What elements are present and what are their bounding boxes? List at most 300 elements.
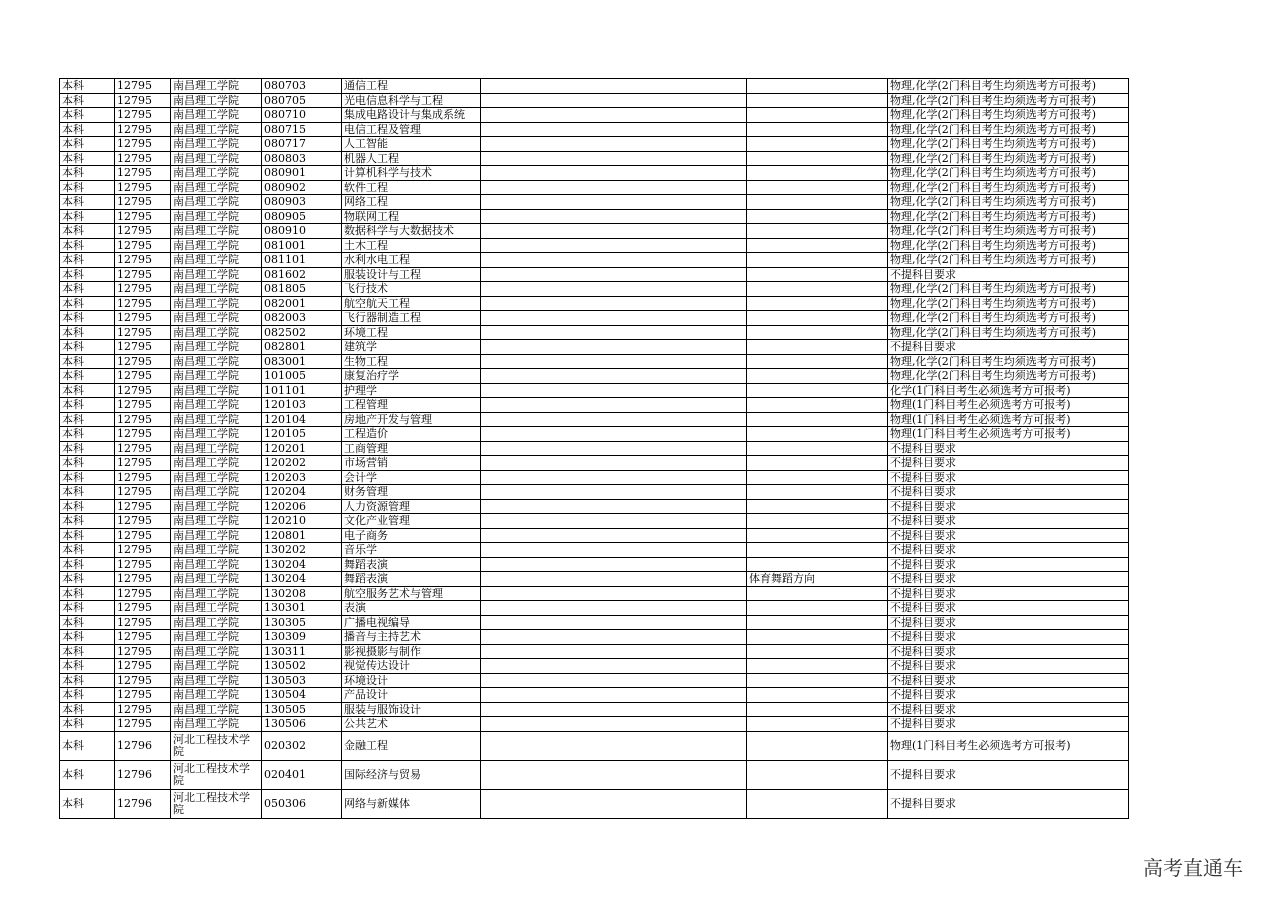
major-code-cell: 080705 <box>262 93 342 108</box>
institution-name-cell: 南昌理工学院 <box>171 485 262 500</box>
note-cell <box>481 296 747 311</box>
table-row <box>60 514 1129 529</box>
major-name-cell: 机器人工程 <box>342 151 481 166</box>
institution-name-cell: 南昌理工学院 <box>171 398 262 413</box>
major-name-cell: 电子商务 <box>342 528 481 543</box>
major-name-cell: 房地产开发与管理 <box>342 412 481 427</box>
major-name-cell: 人力资源管理 <box>342 499 481 514</box>
admission-requirements-table <box>59 78 1129 819</box>
table-row <box>60 224 1129 239</box>
direction-cell <box>747 644 888 659</box>
major-code-cell: 080910 <box>262 224 342 239</box>
table-row <box>60 717 1129 732</box>
table-body <box>60 79 1129 819</box>
level-cell: 本科 <box>60 673 115 688</box>
table-row <box>60 398 1129 413</box>
table-row <box>60 702 1129 717</box>
subject-requirement-cell: 物理,化学(2门科目考生均须选考方可报考) <box>888 166 1129 181</box>
institution-name-cell: 南昌理工学院 <box>171 688 262 703</box>
institution-code-cell: 12795 <box>115 166 171 181</box>
institution-name-cell: 河北工程技术学院 <box>171 789 262 818</box>
major-code-cell: 120103 <box>262 398 342 413</box>
table-row <box>60 601 1129 616</box>
institution-name-cell: 南昌理工学院 <box>171 499 262 514</box>
direction-cell <box>747 456 888 471</box>
subject-requirement-cell: 不提科目要求 <box>888 499 1129 514</box>
major-name-cell: 服装设计与工程 <box>342 267 481 282</box>
subject-requirement-cell: 物理,化学(2门科目考生均须选考方可报考) <box>888 195 1129 210</box>
table-row <box>60 586 1129 601</box>
direction-cell <box>747 224 888 239</box>
institution-name-cell: 南昌理工学院 <box>171 630 262 645</box>
direction-cell <box>747 688 888 703</box>
major-code-cell: 080717 <box>262 137 342 152</box>
level-cell: 本科 <box>60 572 115 587</box>
note-cell <box>481 514 747 529</box>
note-cell <box>481 586 747 601</box>
institution-code-cell: 12795 <box>115 369 171 384</box>
direction-cell <box>747 398 888 413</box>
subject-requirement-cell: 不提科目要求 <box>888 456 1129 471</box>
note-cell <box>481 398 747 413</box>
institution-code-cell: 12796 <box>115 789 171 818</box>
level-cell: 本科 <box>60 267 115 282</box>
major-code-cell: 120201 <box>262 441 342 456</box>
note-cell <box>481 760 747 789</box>
subject-requirement-cell: 不提科目要求 <box>888 340 1129 355</box>
institution-name-cell: 南昌理工学院 <box>171 659 262 674</box>
table-row <box>60 731 1129 760</box>
direction-cell <box>747 673 888 688</box>
institution-name-cell: 南昌理工学院 <box>171 267 262 282</box>
major-code-cell: 080703 <box>262 79 342 94</box>
institution-name-cell: 南昌理工学院 <box>171 325 262 340</box>
major-name-cell: 服装与服饰设计 <box>342 702 481 717</box>
table-row <box>60 195 1129 210</box>
major-code-cell: 080715 <box>262 122 342 137</box>
institution-name-cell: 南昌理工学院 <box>171 615 262 630</box>
subject-requirement-cell: 物理,化学(2门科目考生均须选考方可报考) <box>888 238 1129 253</box>
direction-cell <box>747 412 888 427</box>
direction-cell <box>747 630 888 645</box>
institution-code-cell: 12795 <box>115 180 171 195</box>
subject-requirement-cell: 物理,化学(2门科目考生均须选考方可报考) <box>888 209 1129 224</box>
major-code-cell: 130504 <box>262 688 342 703</box>
major-code-cell: 020401 <box>262 760 342 789</box>
major-name-cell: 会计学 <box>342 470 481 485</box>
institution-name-cell: 南昌理工学院 <box>171 180 262 195</box>
major-name-cell: 影视摄影与制作 <box>342 644 481 659</box>
note-cell <box>481 253 747 268</box>
major-code-cell: 130309 <box>262 630 342 645</box>
institution-name-cell: 南昌理工学院 <box>171 369 262 384</box>
direction-cell <box>747 267 888 282</box>
table-row <box>60 572 1129 587</box>
institution-code-cell: 12795 <box>115 673 171 688</box>
institution-code-cell: 12795 <box>115 354 171 369</box>
table-row <box>60 180 1129 195</box>
note-cell <box>481 325 747 340</box>
direction-cell <box>747 731 888 760</box>
direction-cell <box>747 311 888 326</box>
subject-requirement-cell: 不提科目要求 <box>888 673 1129 688</box>
note-cell <box>481 630 747 645</box>
note-cell <box>481 601 747 616</box>
major-code-cell: 130208 <box>262 586 342 601</box>
major-name-cell: 通信工程 <box>342 79 481 94</box>
direction-cell <box>747 238 888 253</box>
subject-requirement-cell: 不提科目要求 <box>888 717 1129 732</box>
major-code-cell: 020302 <box>262 731 342 760</box>
note-cell <box>481 151 747 166</box>
table-row <box>60 93 1129 108</box>
institution-name-cell: 南昌理工学院 <box>171 673 262 688</box>
major-name-cell: 康复治疗学 <box>342 369 481 384</box>
major-code-cell: 101101 <box>262 383 342 398</box>
note-cell <box>481 238 747 253</box>
direction-cell <box>747 282 888 297</box>
direction-cell <box>747 470 888 485</box>
major-code-cell: 082801 <box>262 340 342 355</box>
institution-code-cell: 12795 <box>115 253 171 268</box>
level-cell: 本科 <box>60 180 115 195</box>
subject-requirement-cell: 物理,化学(2门科目考生均须选考方可报考) <box>888 180 1129 195</box>
institution-name-cell: 南昌理工学院 <box>171 456 262 471</box>
institution-code-cell: 12795 <box>115 340 171 355</box>
direction-cell <box>747 180 888 195</box>
table-row <box>60 238 1129 253</box>
institution-code-cell: 12795 <box>115 514 171 529</box>
major-name-cell: 舞蹈表演 <box>342 557 481 572</box>
major-code-cell: 130204 <box>262 572 342 587</box>
institution-name-cell: 南昌理工学院 <box>171 528 262 543</box>
direction-cell <box>747 760 888 789</box>
institution-code-cell: 12795 <box>115 383 171 398</box>
level-cell: 本科 <box>60 470 115 485</box>
major-name-cell: 工程造价 <box>342 427 481 442</box>
note-cell <box>481 557 747 572</box>
major-code-cell: 120210 <box>262 514 342 529</box>
major-name-cell: 光电信息科学与工程 <box>342 93 481 108</box>
institution-code-cell: 12795 <box>115 325 171 340</box>
level-cell: 本科 <box>60 630 115 645</box>
institution-name-cell: 南昌理工学院 <box>171 543 262 558</box>
institution-name-cell: 南昌理工学院 <box>171 572 262 587</box>
major-name-cell: 网络工程 <box>342 195 481 210</box>
subject-requirement-cell: 不提科目要求 <box>888 659 1129 674</box>
institution-code-cell: 12795 <box>115 557 171 572</box>
major-code-cell: 081101 <box>262 253 342 268</box>
institution-code-cell: 12795 <box>115 601 171 616</box>
note-cell <box>481 441 747 456</box>
institution-code-cell: 12795 <box>115 296 171 311</box>
table-row <box>60 644 1129 659</box>
major-name-cell: 土木工程 <box>342 238 481 253</box>
major-name-cell: 集成电路设计与集成系统 <box>342 108 481 123</box>
institution-code-cell: 12795 <box>115 470 171 485</box>
table-row <box>60 441 1129 456</box>
note-cell <box>481 180 747 195</box>
note-cell <box>481 615 747 630</box>
subject-requirement-cell: 物理(1门科目考生必须选考方可报考) <box>888 412 1129 427</box>
institution-code-cell: 12795 <box>115 224 171 239</box>
note-cell <box>481 267 747 282</box>
major-code-cell: 080710 <box>262 108 342 123</box>
level-cell: 本科 <box>60 441 115 456</box>
table-row <box>60 456 1129 471</box>
level-cell: 本科 <box>60 151 115 166</box>
institution-code-cell: 12795 <box>115 441 171 456</box>
institution-code-cell: 12795 <box>115 195 171 210</box>
institution-name-cell: 南昌理工学院 <box>171 470 262 485</box>
direction-cell <box>747 369 888 384</box>
major-code-cell: 130311 <box>262 644 342 659</box>
subject-requirement-cell: 不提科目要求 <box>888 688 1129 703</box>
subject-requirement-cell: 物理,化学(2门科目考生均须选考方可报考) <box>888 253 1129 268</box>
level-cell: 本科 <box>60 122 115 137</box>
major-name-cell: 市场营销 <box>342 456 481 471</box>
institution-name-cell: 南昌理工学院 <box>171 441 262 456</box>
major-name-cell: 视觉传达设计 <box>342 659 481 674</box>
direction-cell <box>747 354 888 369</box>
major-name-cell: 公共艺术 <box>342 717 481 732</box>
direction-cell <box>747 514 888 529</box>
subject-requirement-cell: 物理,化学(2门科目考生均须选考方可报考) <box>888 369 1129 384</box>
institution-name-cell: 南昌理工学院 <box>171 586 262 601</box>
note-cell <box>481 644 747 659</box>
major-code-cell: 082502 <box>262 325 342 340</box>
subject-requirement-cell: 物理,化学(2门科目考生均须选考方可报考) <box>888 224 1129 239</box>
subject-requirement-cell: 物理,化学(2门科目考生均须选考方可报考) <box>888 354 1129 369</box>
institution-name-cell: 南昌理工学院 <box>171 601 262 616</box>
level-cell: 本科 <box>60 166 115 181</box>
major-name-cell: 电信工程及管理 <box>342 122 481 137</box>
major-code-cell: 101005 <box>262 369 342 384</box>
major-name-cell: 金融工程 <box>342 731 481 760</box>
note-cell <box>481 166 747 181</box>
note-cell <box>481 673 747 688</box>
major-code-cell: 120206 <box>262 499 342 514</box>
level-cell: 本科 <box>60 224 115 239</box>
level-cell: 本科 <box>60 195 115 210</box>
major-name-cell: 广播电视编导 <box>342 615 481 630</box>
note-cell <box>481 108 747 123</box>
institution-name-cell: 南昌理工学院 <box>171 340 262 355</box>
institution-code-cell: 12795 <box>115 528 171 543</box>
subject-requirement-cell: 物理(1门科目考生必须选考方可报考) <box>888 731 1129 760</box>
subject-requirement-cell: 物理,化学(2门科目考生均须选考方可报考) <box>888 151 1129 166</box>
note-cell <box>481 79 747 94</box>
institution-name-cell: 南昌理工学院 <box>171 166 262 181</box>
major-code-cell: 130502 <box>262 659 342 674</box>
major-code-cell: 120202 <box>262 456 342 471</box>
subject-requirement-cell: 不提科目要求 <box>888 601 1129 616</box>
subject-requirement-cell: 物理,化学(2门科目考生均须选考方可报考) <box>888 79 1129 94</box>
major-code-cell: 081001 <box>262 238 342 253</box>
major-name-cell: 护理学 <box>342 383 481 398</box>
major-name-cell: 计算机科学与技术 <box>342 166 481 181</box>
major-code-cell: 080803 <box>262 151 342 166</box>
level-cell: 本科 <box>60 717 115 732</box>
institution-code-cell: 12795 <box>115 267 171 282</box>
major-name-cell: 工商管理 <box>342 441 481 456</box>
institution-code-cell: 12795 <box>115 572 171 587</box>
table-row <box>60 630 1129 645</box>
level-cell: 本科 <box>60 688 115 703</box>
institution-code-cell: 12795 <box>115 499 171 514</box>
level-cell: 本科 <box>60 340 115 355</box>
level-cell: 本科 <box>60 137 115 152</box>
subject-requirement-cell: 不提科目要求 <box>888 514 1129 529</box>
direction-cell <box>747 659 888 674</box>
major-name-cell: 数据科学与大数据技术 <box>342 224 481 239</box>
institution-name-cell: 河北工程技术学院 <box>171 760 262 789</box>
major-code-cell: 120204 <box>262 485 342 500</box>
subject-requirement-cell: 物理(1门科目考生必须选考方可报考) <box>888 427 1129 442</box>
major-code-cell: 120801 <box>262 528 342 543</box>
major-code-cell: 130506 <box>262 717 342 732</box>
table-row <box>60 151 1129 166</box>
table-row <box>60 325 1129 340</box>
major-name-cell: 航空服务艺术与管理 <box>342 586 481 601</box>
level-cell: 本科 <box>60 311 115 326</box>
major-name-cell: 产品设计 <box>342 688 481 703</box>
institution-name-cell: 南昌理工学院 <box>171 122 262 137</box>
institution-code-cell: 12795 <box>115 630 171 645</box>
direction-cell <box>747 296 888 311</box>
level-cell: 本科 <box>60 93 115 108</box>
level-cell: 本科 <box>60 398 115 413</box>
major-code-cell: 130301 <box>262 601 342 616</box>
major-code-cell: 080901 <box>262 166 342 181</box>
level-cell: 本科 <box>60 702 115 717</box>
table-row <box>60 253 1129 268</box>
direction-cell <box>747 499 888 514</box>
table-row <box>60 615 1129 630</box>
direction-cell <box>747 79 888 94</box>
note-cell <box>481 282 747 297</box>
note-cell <box>481 499 747 514</box>
table-row <box>60 412 1129 427</box>
direction-cell: 体育舞蹈方向 <box>747 572 888 587</box>
subject-requirement-cell: 化学(1门科目考生必须选考方可报考) <box>888 383 1129 398</box>
institution-name-cell: 南昌理工学院 <box>171 137 262 152</box>
direction-cell <box>747 325 888 340</box>
table-row <box>60 688 1129 703</box>
subject-requirement-cell: 物理,化学(2门科目考生均须选考方可报考) <box>888 108 1129 123</box>
note-cell <box>481 383 747 398</box>
level-cell: 本科 <box>60 789 115 818</box>
major-code-cell: 082003 <box>262 311 342 326</box>
major-code-cell: 120203 <box>262 470 342 485</box>
institution-name-cell: 南昌理工学院 <box>171 644 262 659</box>
note-cell <box>481 137 747 152</box>
institution-code-cell: 12795 <box>115 644 171 659</box>
direction-cell <box>747 209 888 224</box>
direction-cell <box>747 253 888 268</box>
institution-code-cell: 12795 <box>115 122 171 137</box>
direction-cell <box>747 151 888 166</box>
note-cell <box>481 427 747 442</box>
subject-requirement-cell: 物理,化学(2门科目考生均须选考方可报考) <box>888 311 1129 326</box>
institution-code-cell: 12795 <box>115 412 171 427</box>
table-row <box>60 267 1129 282</box>
institution-name-cell: 南昌理工学院 <box>171 195 262 210</box>
institution-code-cell: 12796 <box>115 731 171 760</box>
major-name-cell: 音乐学 <box>342 543 481 558</box>
table-row <box>60 470 1129 485</box>
institution-code-cell: 12795 <box>115 688 171 703</box>
major-name-cell: 软件工程 <box>342 180 481 195</box>
subject-requirement-cell: 不提科目要求 <box>888 789 1129 818</box>
level-cell: 本科 <box>60 456 115 471</box>
table-row <box>60 789 1129 818</box>
table-row <box>60 79 1129 94</box>
institution-code-cell: 12795 <box>115 311 171 326</box>
institution-code-cell: 12795 <box>115 586 171 601</box>
major-name-cell: 建筑学 <box>342 340 481 355</box>
major-name-cell: 人工智能 <box>342 137 481 152</box>
note-cell <box>481 485 747 500</box>
subject-requirement-cell: 不提科目要求 <box>888 644 1129 659</box>
major-code-cell: 081602 <box>262 267 342 282</box>
level-cell: 本科 <box>60 209 115 224</box>
level-cell: 本科 <box>60 499 115 514</box>
table-row <box>60 166 1129 181</box>
institution-name-cell: 南昌理工学院 <box>171 224 262 239</box>
institution-name-cell: 南昌理工学院 <box>171 557 262 572</box>
institution-name-cell: 南昌理工学院 <box>171 296 262 311</box>
subject-requirement-cell: 物理,化学(2门科目考生均须选考方可报考) <box>888 325 1129 340</box>
subject-requirement-cell: 物理,化学(2门科目考生均须选考方可报考) <box>888 93 1129 108</box>
major-code-cell: 130305 <box>262 615 342 630</box>
table-row <box>60 209 1129 224</box>
note-cell <box>481 369 747 384</box>
level-cell: 本科 <box>60 427 115 442</box>
subject-requirement-cell: 不提科目要求 <box>888 630 1129 645</box>
major-name-cell: 物联网工程 <box>342 209 481 224</box>
direction-cell <box>747 485 888 500</box>
institution-name-cell: 南昌理工学院 <box>171 93 262 108</box>
table-row <box>60 383 1129 398</box>
major-code-cell: 120104 <box>262 412 342 427</box>
subject-requirement-cell: 不提科目要求 <box>888 586 1129 601</box>
institution-name-cell: 南昌理工学院 <box>171 427 262 442</box>
direction-cell <box>747 340 888 355</box>
institution-code-cell: 12796 <box>115 760 171 789</box>
note-cell <box>481 340 747 355</box>
level-cell: 本科 <box>60 659 115 674</box>
level-cell: 本科 <box>60 760 115 789</box>
major-code-cell: 050306 <box>262 789 342 818</box>
subject-requirement-cell: 不提科目要求 <box>888 760 1129 789</box>
institution-code-cell: 12795 <box>115 93 171 108</box>
note-cell <box>481 195 747 210</box>
direction-cell <box>747 557 888 572</box>
level-cell: 本科 <box>60 557 115 572</box>
table-row <box>60 354 1129 369</box>
note-cell <box>481 224 747 239</box>
subject-requirement-cell: 不提科目要求 <box>888 441 1129 456</box>
table-row <box>60 499 1129 514</box>
watermark: 高考直通车 <box>1143 856 1243 880</box>
level-cell: 本科 <box>60 369 115 384</box>
note-cell <box>481 528 747 543</box>
major-name-cell: 飞行技术 <box>342 282 481 297</box>
table-row <box>60 137 1129 152</box>
note-cell <box>481 717 747 732</box>
note-cell <box>481 688 747 703</box>
